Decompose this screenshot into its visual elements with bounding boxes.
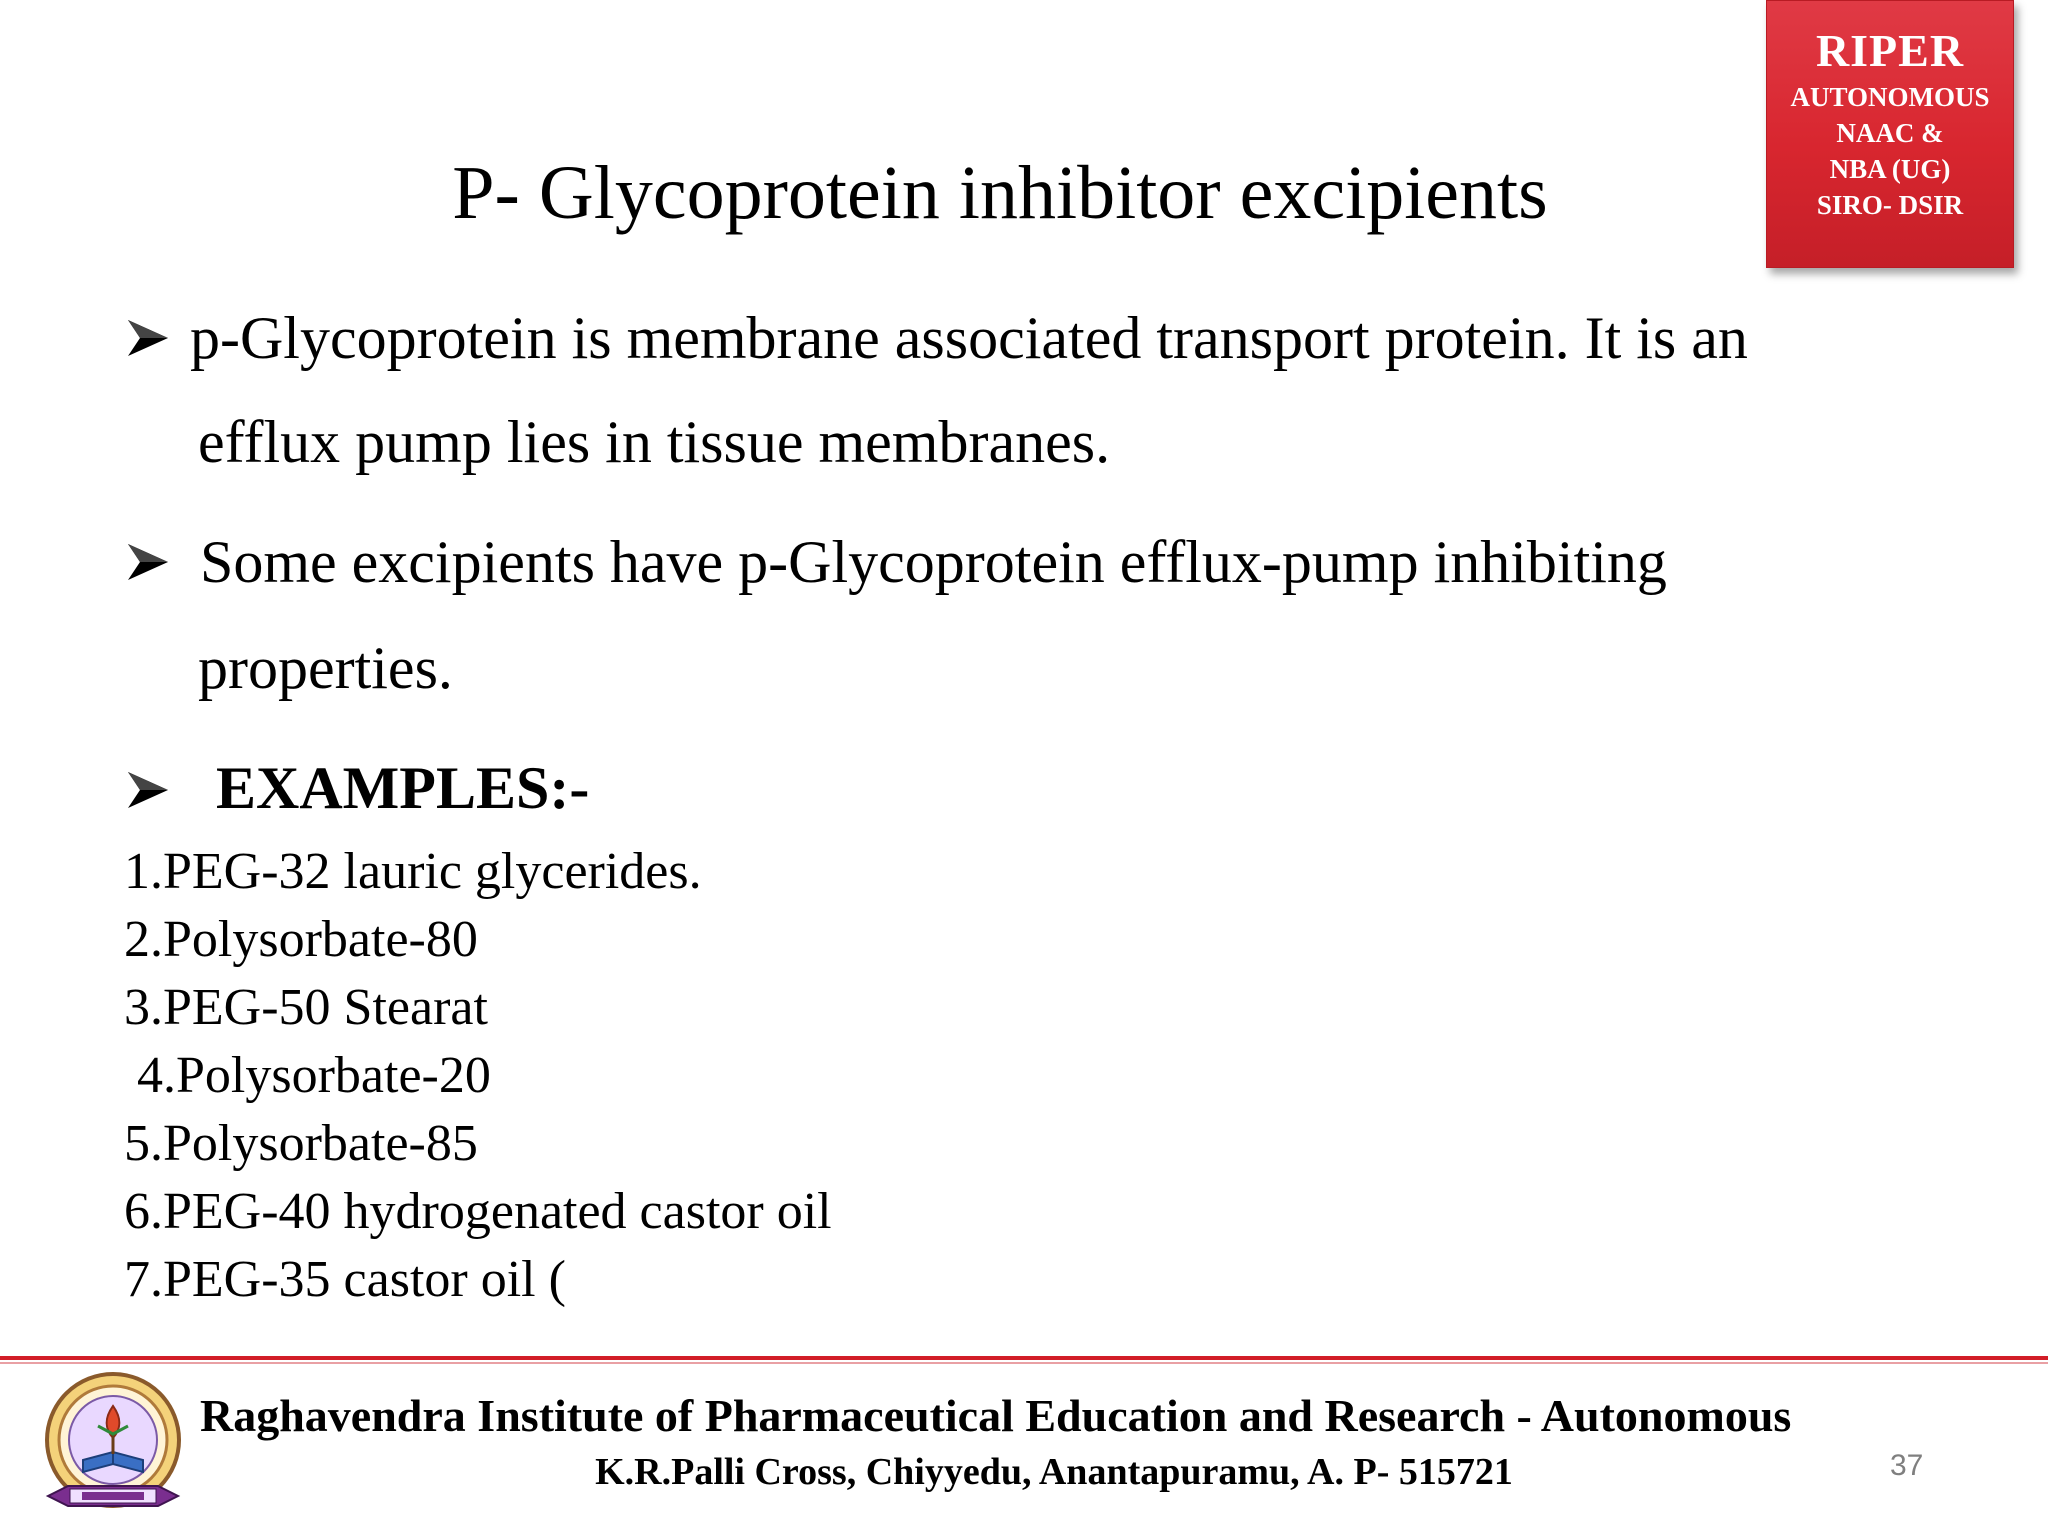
bullet-1-line-1: p-Glycoprotein is membrane associated transport protein. It is an	[190, 305, 1748, 371]
examples-heading: EXAMPLES:-	[216, 755, 590, 821]
slide-title-text: P- Glycoprotein inhibitor excipients	[452, 151, 1548, 235]
badge-line-autonomous: AUTONOMOUS	[1790, 82, 1990, 112]
footer-divider	[0, 1356, 2048, 1360]
bullet-1-line-2: efflux pump lies in tissue membranes.	[198, 409, 1111, 475]
arrow-bullet-icon	[126, 316, 170, 360]
badge-line-nba: NBA (UG)	[1829, 154, 1951, 184]
list-item: 2.Polysorbate-80	[124, 911, 478, 968]
bullet-2-line-1: Some excipients have p-Glycoprotein efflux-pump inhibiting	[200, 529, 1667, 595]
institute-name: Raghavendra Institute of Pharmaceutical Education and Research - Autonomous	[200, 1390, 1792, 1441]
institute-address	[0, 1448, 2048, 1496]
badge-line-naac: NAAC &	[1836, 118, 1944, 148]
slide-title	[0, 148, 2048, 238]
footer-divider-shadow	[0, 1362, 2048, 1364]
list-item: 6.PEG-40 hydrogenated castor oil	[124, 1183, 832, 1240]
arrow-bullet-icon	[126, 540, 170, 584]
list-item: 4.Polysorbate-20	[124, 1047, 491, 1104]
list-item: 5.Polysorbate-85	[124, 1115, 478, 1172]
badge-line-siro: SIRO- DSIR	[1816, 190, 1964, 220]
list-item: 1.PEG-32 lauric glycerides.	[124, 843, 702, 900]
page-number: 37	[1890, 1449, 1924, 1482]
examples-list	[124, 838, 832, 1314]
arrow-bullet-icon	[126, 768, 170, 812]
list-item: 7.PEG-35 castor oil (	[124, 1251, 566, 1308]
bullet-2-line-2: properties.	[198, 635, 453, 701]
institute-address-text: K.R.Palli Cross, Chiyyedu, Anantapuramu, A. P- 515721	[595, 1451, 1513, 1493]
list-item: 3.PEG-50 Stearat	[124, 979, 488, 1036]
badge-title: RIPER	[1815, 25, 1965, 76]
